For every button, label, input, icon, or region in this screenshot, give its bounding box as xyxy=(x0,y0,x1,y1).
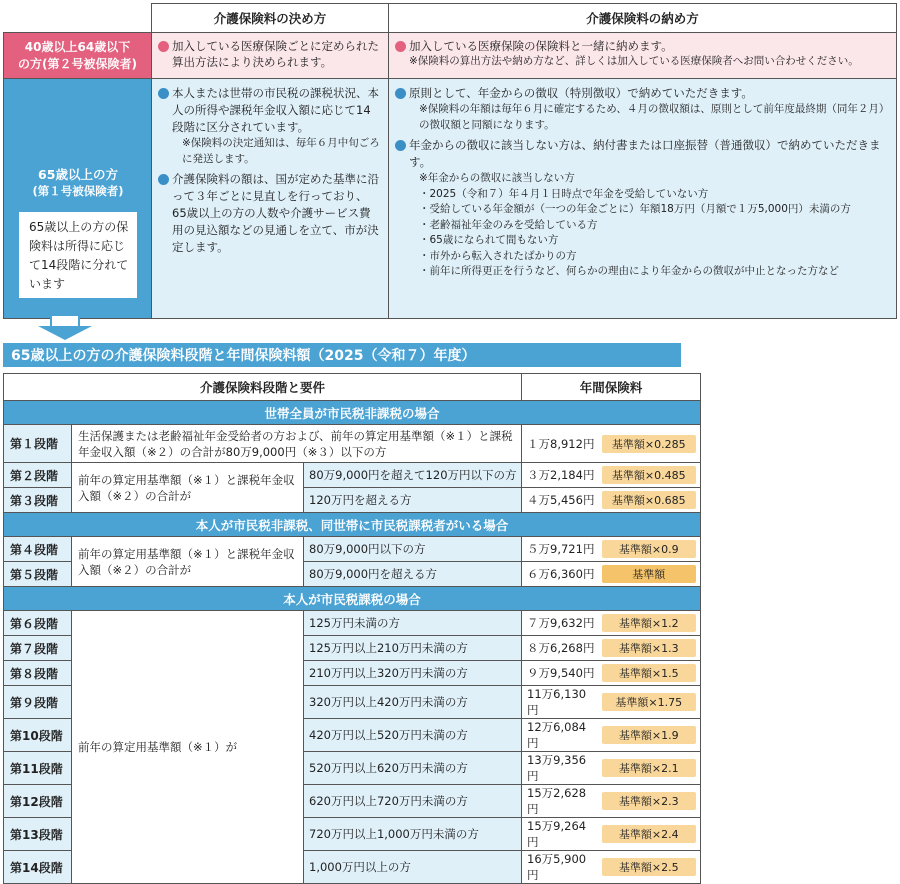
text: 介護保険料の額は、国が定めた基準に沿って３年ごとに見直しを行っており、65歳以上の方の人数や介護サービス費用の見込額などの見通しを立て、市が決定します。 xyxy=(172,172,379,254)
ratio-cell xyxy=(598,686,701,719)
condition-text: 125万円以上210万円未満の方 xyxy=(304,636,522,661)
ratio-badge: 基準額×1.5 xyxy=(602,664,697,682)
list-item: ・2025（令和７）年４月１日時点で年金を受給していない方 xyxy=(419,187,709,200)
stage-label: 第11段階 xyxy=(4,752,72,785)
list-item: ・65歳になられて間もない方 xyxy=(419,234,559,246)
section-row xyxy=(4,401,701,425)
list-item: ・市外から転入されたばかりの方 xyxy=(419,249,577,262)
stage-label: 第８段階 xyxy=(4,661,72,686)
ratio-badge: 基準額×0.9 xyxy=(602,540,697,558)
ratio-cell xyxy=(598,636,701,661)
ratio-cell xyxy=(598,611,701,636)
cell-pay-40-64 xyxy=(389,32,897,79)
ratio-badge: 基準額×1.2 xyxy=(602,614,697,632)
bullet-dot-icon xyxy=(395,140,406,151)
header-how-paid: 介護保険料の納め方 xyxy=(389,3,897,32)
bullet-dot-icon xyxy=(158,88,169,99)
annual-fee: ６万6,360円 xyxy=(522,562,598,587)
requirement-text: 前年の算定用基準額（※１）と課税年金収入額（※２）の合計が xyxy=(72,537,304,587)
row-age-65-plus xyxy=(3,79,897,319)
condition-text: 80万9,000円以下の方 xyxy=(304,537,522,562)
text: 加入している医療保険ごとに定められた算出方法により決められます。 xyxy=(172,39,379,69)
section-label: 世帯全員が市民税非課税の場合 xyxy=(4,401,701,425)
annual-fee: ９万9,540円 xyxy=(522,661,598,686)
annual-fee: １万8,912円 xyxy=(522,425,598,463)
text: 加入している医療保険の保険料と一緒に納めます。 xyxy=(409,39,673,53)
label-line: の方(第２号被保険者) xyxy=(18,56,137,71)
annual-fee: ３万2,184円 xyxy=(522,463,598,488)
stage-label: 第13段階 xyxy=(4,818,72,851)
ratio-cell xyxy=(598,463,701,488)
note-text: ※年金からの徴収に該当しない方 xyxy=(419,172,575,184)
list-item: ・老齢福祉年金のみを受給している方 xyxy=(419,218,598,231)
section-row xyxy=(4,587,701,611)
ratio-cell xyxy=(598,752,701,785)
text: 年金からの徴収に該当しない方は、納付書または口座振替（普通徴収）で納めていただきます。 xyxy=(409,138,881,169)
condition-text: 80万9,000円を超えて120万円以下の方 xyxy=(304,463,522,488)
stage-label: 第６段階 xyxy=(4,611,72,636)
ratio-badge: 基準額×1.9 xyxy=(602,726,697,744)
condition-text: 80万9,000円を超える方 xyxy=(304,562,522,587)
section-row xyxy=(4,513,701,537)
bullet-item xyxy=(395,85,890,102)
ratio-cell xyxy=(598,851,701,884)
note-text: ※保険料の年額は毎年６月に確定するため、４月の徴収額は、原則として前年度最終期（同年２月）の徴収額と同額になります。 xyxy=(419,103,890,131)
bullet-dot-icon xyxy=(395,88,406,99)
annual-fee: 11万6,130円 xyxy=(522,686,598,719)
condition-text: 420万円以上520万円未満の方 xyxy=(304,719,522,752)
condition-text: 620万円以上720万円未満の方 xyxy=(304,785,522,818)
cell-decide-40-64 xyxy=(151,32,389,79)
ratio-badge: 基準額×1.75 xyxy=(602,693,697,711)
ratio-badge: 基準額×2.1 xyxy=(602,759,697,777)
note-text: ※保険料の算出方法や納め方など、詳しくは加入している医療保険者へお問い合わせください。 xyxy=(409,55,859,67)
stage-label: 第４段階 xyxy=(4,537,72,562)
header-blank-cell xyxy=(3,3,151,32)
cell-decide-65-plus xyxy=(151,79,389,319)
bullet-item xyxy=(158,171,382,256)
section-label: 本人が市民税非課税、同世帯に市民税課税者がいる場合 xyxy=(4,513,701,537)
stage-label: 第９段階 xyxy=(4,686,72,719)
ratio-cell xyxy=(598,488,701,513)
note-box: 65歳以上の方の保険料は所得に応じて14段階に分れています xyxy=(18,211,138,299)
list-item: ・受給している年金額が（一つの年金ごとに）年額18万円（月額で１万5,000円）未満の方 xyxy=(419,203,851,215)
section-title: 65歳以上の方の介護保険料段階と年間保険料額（2025（令和７）年度） xyxy=(3,343,681,367)
ratio-cell xyxy=(598,719,701,752)
label-line: (第１号被保険者) xyxy=(32,184,124,198)
ratio-cell xyxy=(598,661,701,686)
header-how-decided: 介護保険料の決め方 xyxy=(151,3,389,32)
table-row xyxy=(4,537,701,562)
stage-label: 第12段階 xyxy=(4,785,72,818)
annual-fee: ４万5,456円 xyxy=(522,488,598,513)
annual-fee: 16万5,900円 xyxy=(522,851,598,884)
cell-pay-65-plus xyxy=(389,79,897,319)
stage-label: 第２段階 xyxy=(4,463,72,488)
ratio-badge: 基準額×2.3 xyxy=(602,792,697,810)
text: 本人または世帯の市民税の課税状況、本人の所得や課税年金収入額に応じて14段階に区分されています。 xyxy=(172,86,379,134)
stage-label: 第５段階 xyxy=(4,562,72,587)
bullet-item xyxy=(395,137,890,171)
ratio-cell xyxy=(598,425,701,463)
table-header-row xyxy=(4,374,701,401)
ratio-cell xyxy=(598,785,701,818)
text: 原則として、年金からの徴収（特別徴収）で納めていただきます。 xyxy=(409,86,753,100)
bullet-item xyxy=(395,38,890,54)
condition-text: 520万円以上620万円未満の方 xyxy=(304,752,522,785)
list-item: ・前年に所得更正を行うなど、何らかの理由により年金からの徴収が中止となった方など xyxy=(419,265,839,277)
annual-fee: 13万9,356円 xyxy=(522,752,598,785)
condition-text: 210万円以上320万円未満の方 xyxy=(304,661,522,686)
ratio-badge: 基準額 xyxy=(602,565,697,583)
stage-label: 第１段階 xyxy=(4,425,72,463)
table-row xyxy=(4,463,701,488)
condition-text: 120万円を超える方 xyxy=(304,488,522,513)
stage-label: 第14段階 xyxy=(4,851,72,884)
condition-text: 720万円以上1,000万円未満の方 xyxy=(304,818,522,851)
stage-label: 第10段階 xyxy=(4,719,72,752)
fee-table xyxy=(3,373,701,884)
bullet-dot-icon xyxy=(395,41,406,52)
ratio-badge: 基準額×2.5 xyxy=(602,858,697,876)
bullet-dot-icon xyxy=(158,41,169,52)
row-label-65-plus xyxy=(3,79,151,319)
annual-fee: ８万6,268円 xyxy=(522,636,598,661)
bullet-dot-icon xyxy=(158,174,169,185)
requirement-text: 前年の算定用基準額（※１）が xyxy=(72,611,304,884)
annual-fee: 15万9,264円 xyxy=(522,818,598,851)
ratio-cell xyxy=(598,562,701,587)
table-row xyxy=(4,611,701,636)
ratio-badge: 基準額×1.3 xyxy=(602,639,697,657)
condition-text: 320万円以上420万円未満の方 xyxy=(304,686,522,719)
annual-fee: ７万9,632円 xyxy=(522,611,598,636)
label-line: 65歳以上の方 xyxy=(38,167,118,182)
header-annual-fee: 年間保険料 xyxy=(522,374,701,401)
ratio-badge: 基準額×0.485 xyxy=(602,466,697,484)
ratio-cell xyxy=(598,818,701,851)
ratio-badge: 基準額×0.285 xyxy=(602,435,697,453)
label-line: 40歳以上64歳以下 xyxy=(24,39,131,54)
annual-fee: 12万6,084円 xyxy=(522,719,598,752)
condition-text: 125万円未満の方 xyxy=(304,611,522,636)
bullet-item xyxy=(158,85,382,136)
ratio-badge: 基準額×0.685 xyxy=(602,491,697,509)
row-age-40-64 xyxy=(3,32,897,79)
note-text: ※保険料の決定通知は、毎年６月中旬ごろに発送します。 xyxy=(182,137,380,165)
requirement-text: 生活保護または老齢福祉年金受給者の方および、前年の算定用基準額（※１）と課税年金収入額（※２）の合計が80万9,000円（※３）以下の方 xyxy=(72,425,522,463)
requirement-text: 前年の算定用基準額（※１）と課税年金収入額（※２）の合計が xyxy=(72,463,304,513)
ratio-badge: 基準額×2.4 xyxy=(602,825,697,843)
stage-label: 第７段階 xyxy=(4,636,72,661)
header-stage-requirements: 介護保険料段階と要件 xyxy=(4,374,522,401)
condition-text: 1,000万円以上の方 xyxy=(304,851,522,884)
section-label: 本人が市民税課税の場合 xyxy=(4,587,701,611)
row-label-40-64 xyxy=(3,32,151,79)
annual-fee: 15万2,628円 xyxy=(522,785,598,818)
annual-fee: ５万9,721円 xyxy=(522,537,598,562)
bullet-item xyxy=(158,38,382,70)
ratio-cell xyxy=(598,537,701,562)
table-row xyxy=(4,425,701,463)
stage-label: 第３段階 xyxy=(4,488,72,513)
